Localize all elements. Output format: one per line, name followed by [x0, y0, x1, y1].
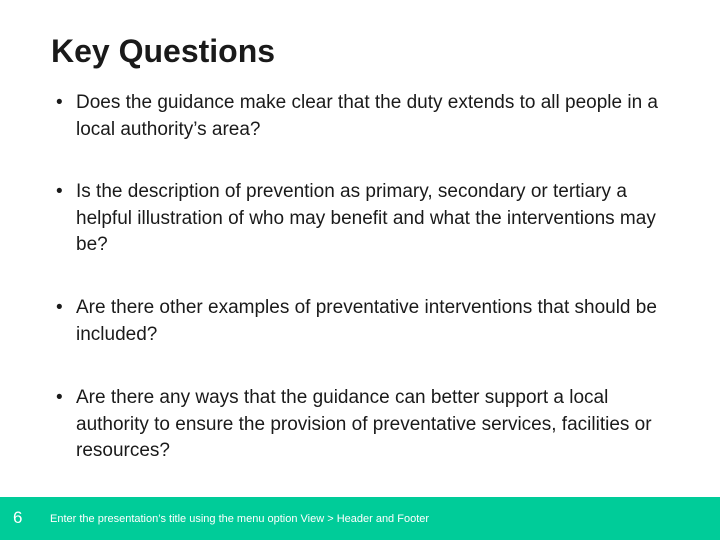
bullet-marker: •	[56, 92, 63, 113]
bullet-marker: •	[56, 181, 63, 202]
bullet-text: Are there any ways that the guidance can better support a local authority to ensure the provision of preventative services, facilities or resources?	[76, 387, 652, 461]
bullet-item	[56, 179, 666, 259]
bullet-item	[56, 385, 666, 465]
footer-text: Enter the presentation’s title using the menu option View > Header and Footer	[50, 513, 430, 525]
footer-bar	[0, 497, 720, 540]
bullet-marker: •	[56, 387, 63, 408]
bullet-item	[56, 90, 666, 143]
bullet-text: Is the description of prevention as primary, secondary or tertiary a helpful illustration of who may benefit and what the interventions may be?	[76, 181, 656, 255]
bullet-marker: •	[56, 297, 63, 318]
bullet-text: Are there other examples of preventative interventions that should be included?	[76, 297, 657, 345]
slide-title: Key Questions	[51, 33, 276, 69]
bullet-item	[56, 295, 666, 348]
bullet-text: Does the guidance make clear that the duty extends to all people in a local authority’s area?	[76, 92, 658, 140]
page-number: 6	[13, 508, 23, 527]
